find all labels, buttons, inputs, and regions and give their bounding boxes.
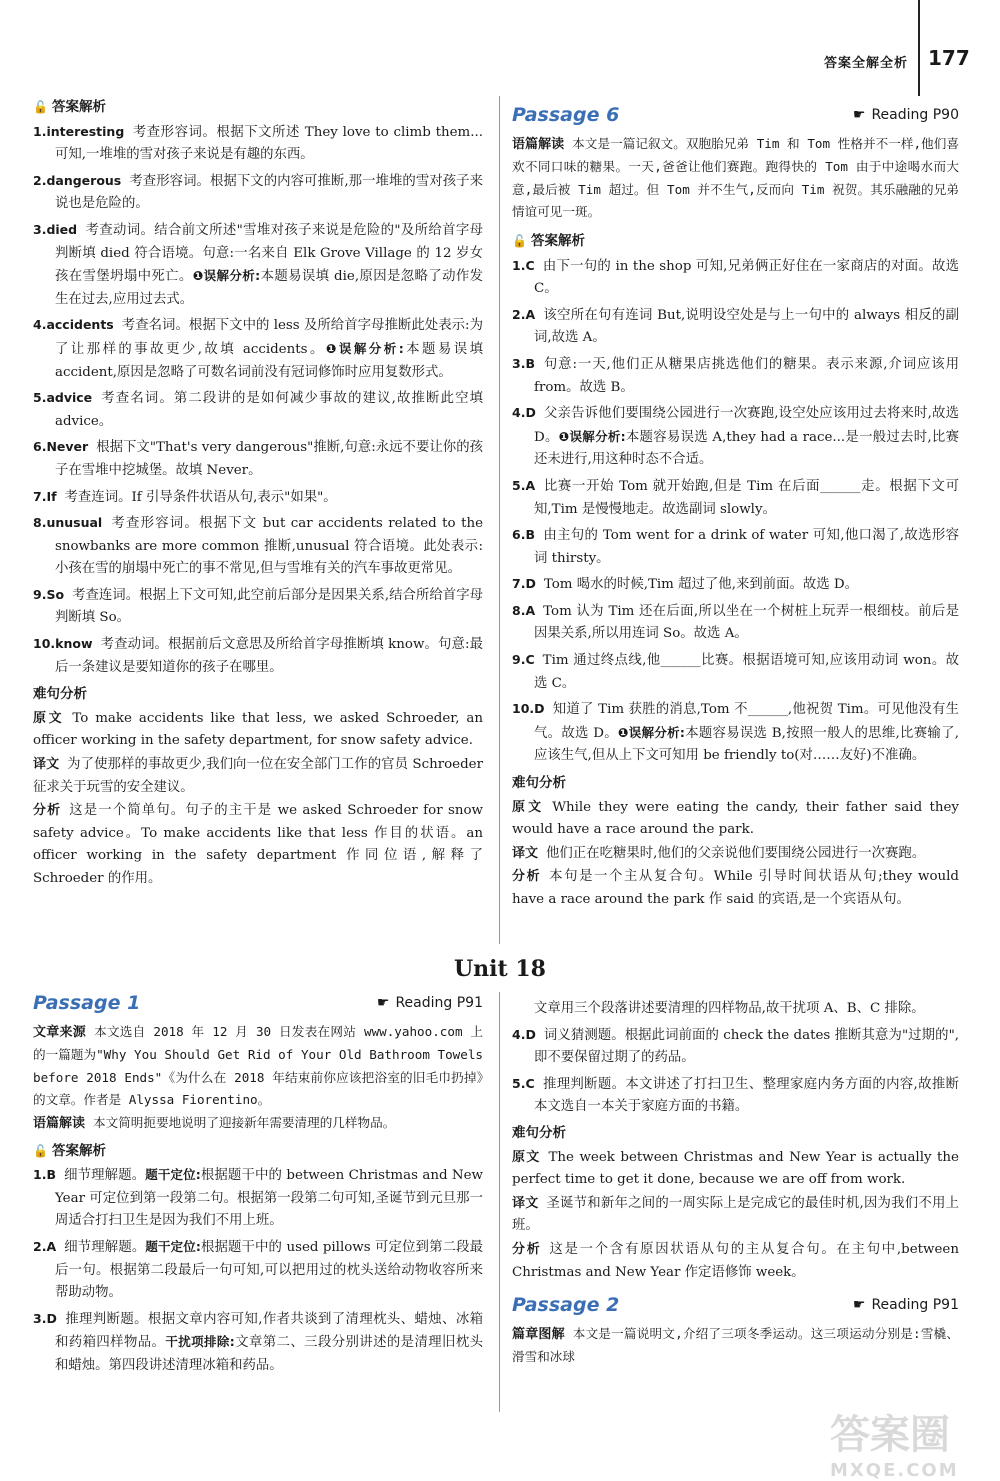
hard-sentence-tag: 分析	[512, 1241, 542, 1257]
error-analysis-label: ❶误解分析:	[192, 268, 261, 284]
answer-key: D	[534, 701, 545, 717]
answer-key: D	[525, 405, 536, 421]
answer-text: 比赛一开始 Tom 就开始跑,但是 Tim 在后面______走。根据下文可知,Tim 是慢慢地走。故选副词 slowly。	[534, 478, 959, 517]
answer-item	[33, 387, 483, 433]
answer-text-more: 本题容易误选 A,they had a race...是一般过去时,比赛还未进行,用这种时态不合适。	[534, 429, 959, 468]
lock-icon: 🔓	[33, 100, 48, 114]
hard-sentence-label: 难句分析	[33, 686, 87, 703]
answer-text: 考查形容词。根据下文所述 They love to climb them...可知,一堆堆的雪对孩子来说是有趣的东西。	[55, 124, 483, 163]
answer-key: accidents	[46, 317, 114, 333]
answer-number: 9.	[33, 586, 47, 602]
hard-sentence-text: While they were eating the candy, their father said they would have a race around the park.	[512, 799, 959, 838]
hard-sentence-tag: 原文	[512, 799, 545, 815]
answer-item	[33, 633, 483, 679]
answer-number: 3.	[512, 355, 526, 371]
answer-text: 考查形容词。根据下文 but car accidents related to the snowbanks are more common 推断,unusual 符合语境。此处表示:小孩在雪的崩塌中死亡的事不常见,但与雪堆有关的汽车事故更常见。	[55, 516, 483, 577]
answer-number: 7.	[512, 576, 526, 592]
answer-number: 6.	[33, 439, 47, 455]
answer-number: 10.	[512, 701, 535, 717]
hard-sentence-row	[512, 866, 959, 911]
unit-title: Unit 18	[454, 956, 546, 982]
hard-sentence-text: 为了使那样的事故更少,我们向一位在安全部门工作的官员 Schroeder 征求关于玩雪的安全建议。	[33, 757, 483, 795]
answer-key: unusual	[46, 515, 103, 531]
answer-text: 该空所在句有连词 But,说明设空处是与上一句中的 always 相反的副词,故选 A。	[534, 307, 959, 346]
answer-subhead: 题干定位:	[145, 1167, 201, 1183]
passage-heading	[33, 992, 483, 1015]
error-analysis-label: ❶误解分析:	[325, 340, 404, 356]
answer-key: B	[525, 355, 535, 371]
answer-item	[512, 600, 959, 646]
answer-text-more: 本题易误填 accident,原因是忽略了可数名词前没有冠词修饰时应用复数形式。	[55, 341, 483, 380]
hard-sentence-row	[512, 797, 959, 842]
answer-text-more: 根据题干中的 used pillows 可定位到第二段最后一句。根据第二段最后一句可知,可以把用过的枕头送给动物收容所来帮助动物。	[55, 1239, 484, 1301]
passage-intro: 篇章图解 本文是一篇说明文,介绍了三项冬季运动。这三项运动分别是:雪橇、滑雪和冰球	[512, 1325, 959, 1365]
hard-sentence-row	[512, 1193, 959, 1238]
answer-key: C	[525, 1075, 535, 1091]
answer-key: D	[525, 1026, 536, 1042]
answer-number: 4.	[33, 317, 47, 333]
hard-sentence-text: To make accidents like that less, we asked Schroeder, an officer working in the safety department, for snow safety advice.	[33, 710, 483, 749]
answer-key: B	[525, 527, 535, 543]
answer-key: dangerous	[46, 172, 122, 188]
header-rule	[918, 0, 920, 96]
hard-sentence-tag: 原文	[33, 710, 65, 726]
article-source: 文章来源 本文选自 2018 年 12 月 30 日发表在网站 www.yahoo.com 上的一篇题为"Why You Should Get Rid of Your Old Bathroom Towels before 2018 Ends"《为什么在 2018 年结束前你应该把浴室的旧毛巾扔掉》的文章。作者是 Alyssa Fiorentino。	[33, 1023, 483, 1108]
answer-number: 8.	[33, 515, 47, 531]
answer-text: 推理判断题。根据文章内容可知,作者共谈到了清理枕头、蜡烛、冰箱和药箱四样物品。	[55, 1311, 483, 1351]
hard-sentence-text: 本句是一个主从复合句。While 引导时间状语从句;they would have a race around the park 作 said 的宾语,是一个宾语从句。	[512, 869, 959, 907]
answer-text: Tom 喝水的时候,Tim 超过了他,来到前面。故选 D。	[543, 577, 859, 593]
answer-list	[512, 1024, 959, 1119]
answer-text: 词义猜测题。根据此词前面的 check the dates 推断其意为"过期的",即不要保留过期了的药品。	[534, 1027, 959, 1066]
answer-item	[512, 255, 959, 301]
answer-key: died	[46, 221, 78, 237]
page-number: 177	[928, 46, 970, 70]
answer-text: Tim 通过终点线,他______比赛。根据语境可知,应该用动词 won。故选 C。	[534, 653, 959, 691]
passage-title: Passage 6	[512, 104, 620, 126]
answer-number: 4.	[512, 1026, 526, 1042]
watermark-logo: 答案圈 MXQE.COM	[830, 1412, 959, 1481]
column-divider-bottom	[499, 992, 500, 1412]
answer-item	[33, 1236, 483, 1305]
answer-item	[33, 1164, 483, 1233]
answer-number: 2.	[33, 1238, 47, 1254]
page-header	[0, 0, 1000, 100]
answer-item	[512, 402, 959, 472]
answer-text-more: 文章第二、三段分别讲述的是清理旧枕头和蜡烛。第四段讲述清理冰箱和药品。	[55, 1335, 484, 1373]
answer-text: 考查名词。第二段讲的是如何减少事故的建议,故推断此空填 advice。	[55, 391, 483, 429]
answers-label: 🔓 答案解析	[33, 96, 483, 119]
answer-key: C	[525, 652, 535, 668]
answer-item	[33, 486, 483, 510]
answer-number: 3.	[33, 221, 47, 237]
answer-number: 6.	[512, 527, 526, 543]
hard-sentence-text: 这是一个含有原因状语从句的主从复合句。在主句中,between Christmas and New Year 作定语修饰 week。	[512, 1241, 959, 1280]
answer-subhead: 干扰项排除:	[165, 1334, 235, 1350]
passage-heading	[512, 104, 959, 127]
hard-sentence-text: The week between Christmas and New Year is actually the perfect time to get it done, because we are off from work.	[512, 1149, 959, 1188]
column-divider-top	[499, 96, 500, 944]
hard-sentence-list	[512, 797, 959, 912]
passage-intro: 语篇解读 本文是一篇记叙文。双胞胎兄弟 Tim 和 Tom 性格并不一样,他们喜欢不同口味的糖果。一天,爸爸让他们赛跑。跑得快的 Tom 由于中途喝水而大意,最后被 Tim 超过。但 Tom 并不生气,反而向 Tim 祝贺。其乐融融的兄弟情谊可见一斑。	[512, 135, 959, 220]
answer-text: 父亲告诉他们要围绕公园进行一次赛跑,设空处应该用过去将来时,故选 D。	[534, 406, 959, 445]
hard-sentence-tag: 分析	[512, 869, 542, 885]
answer-text-more: 本题容易误选 B,按照一般人的思维,比赛输了,应该生气,但从上下文可知用 be friendly to(对……友好)不准确。	[534, 725, 959, 764]
left-column-bottom	[33, 992, 483, 1381]
answer-key: A	[46, 1238, 57, 1254]
section-title: 答案全解全析	[823, 56, 908, 71]
reading-ref: ☛ Reading P91	[376, 995, 483, 1011]
hard-sentence-row	[33, 754, 483, 799]
left-column-top	[33, 96, 483, 892]
hard-sentence-tag: 原文	[512, 1149, 541, 1165]
answer-item	[512, 1073, 959, 1119]
answer-text: 考查动词。根据前后文意思及所给首字母推断填 know。句意:最后一条建议是要知道你的孩子在哪里。	[55, 637, 483, 675]
answer-text: 考查动词。结合前文所述"雪堆对孩子来说是危险的"及所给首字母判断填 died 符合语境。句意:一名来自 Elk Grove Village 的 12 岁女孩在雪堡坍塌中死亡。	[55, 222, 483, 285]
reading-ref: ☛ Reading P91	[852, 1297, 959, 1314]
reading-ref: ☛ Reading P90	[852, 107, 959, 123]
hard-sentence-label: 难句分析	[512, 1124, 566, 1141]
pointing-hand-icon: ☛	[852, 1297, 866, 1314]
hard-sentence-text: 圣诞节和新年之间的一周实际上是完成它的最佳时机,因为我们不用上班。	[512, 1195, 959, 1234]
answer-key: Never	[46, 439, 89, 455]
answers-label: 🔓 答案解析	[33, 1140, 483, 1163]
answer-subhead: 题干定位:	[145, 1238, 201, 1254]
answer-number: 3.	[33, 1310, 47, 1326]
answer-number: 10.	[33, 636, 56, 652]
answer-number: 5.	[512, 1075, 526, 1091]
answer-item	[512, 353, 959, 399]
hard-sentence-label: 难句分析	[512, 775, 566, 792]
answer-text: Tom 认为 Tim 还在后面,所以坐在一个树桩上玩弄一根细枝。前后是因果关系,所以用连词 So。故选 A。	[534, 603, 959, 642]
answer-key: A	[525, 306, 536, 322]
answer-item	[33, 1308, 483, 1378]
answer-key: If	[46, 488, 57, 504]
answer-item	[33, 512, 483, 581]
lock-icon: 🔓	[33, 1143, 48, 1158]
hard-sentence-list	[33, 708, 483, 891]
answer-number: 1.	[33, 1167, 47, 1183]
answer-text: 细节理解题。	[64, 1239, 146, 1255]
answer-text: 由主句的 Tom went for a drink of water 可知,他口渴了,故选形容词 thirsty。	[534, 528, 959, 566]
answer-item	[33, 314, 483, 384]
right-column-top	[512, 104, 959, 913]
answer-item	[33, 170, 483, 216]
lock-icon: 🔓	[512, 233, 527, 248]
answer-key: D	[525, 576, 536, 592]
answer-number: 2.	[512, 306, 526, 322]
answer-key: So	[46, 586, 65, 602]
answer-number: 1.	[33, 123, 47, 139]
answer-list	[33, 1164, 483, 1377]
answer-item	[33, 121, 483, 167]
error-analysis-label: ❶误解分析:	[617, 724, 685, 740]
answer-item	[512, 475, 959, 521]
pointing-hand-icon: ☛	[852, 107, 866, 123]
passage-intro: 语篇解读 本文简明扼要地说明了迎接新年需要清理的几样物品。	[33, 1114, 396, 1131]
answer-text: 考查连词。If 引导条件状语从句,表示"如果"。	[64, 489, 337, 505]
answer-item	[33, 584, 483, 630]
pointing-hand-icon: ☛	[376, 995, 390, 1011]
answer-key: know	[55, 636, 93, 652]
hard-sentence-text: 这是一个简单句。句子的主干是 we asked Schroeder for snow safety advice。To make accidents like that less 作目的状语。an officer working in the safety department 作同位语,解释了 Schroeder 的作用。	[33, 803, 483, 886]
passage-title: Passage 1	[33, 992, 141, 1014]
answer-item	[512, 698, 959, 768]
answer-key: A	[525, 477, 536, 493]
answer-number: 9.	[512, 652, 526, 668]
answers-label: 🔓 答案解析	[512, 230, 959, 253]
answer-number: 2.	[33, 172, 47, 188]
passage-heading	[512, 1294, 959, 1317]
hard-sentence-text: 他们正在吃糖果时,他们的父亲说他们要围绕公园进行一次赛跑。	[546, 845, 926, 861]
hard-sentence-tag: 译文	[512, 1195, 539, 1211]
answer-text: 考查连词。根据上下文可知,此空前后部分是因果关系,结合所给首字母判断填 So。	[55, 587, 483, 626]
answer-number: 4.	[512, 405, 526, 421]
answer-item	[512, 524, 959, 570]
answer-key: advice	[46, 390, 93, 406]
answer-key: interesting	[46, 123, 125, 139]
hard-sentence-row	[33, 800, 483, 890]
answer-key: D	[46, 1310, 57, 1326]
answer-list	[512, 255, 959, 768]
answer-text-more: 根据题干中的 between Christmas and New Year 可定位到第一段第二句。根据第一段第二句可知,圣诞节到元旦那一周适合打扫卫生是因为我们不用上班。	[55, 1168, 484, 1229]
answer-item	[33, 436, 483, 482]
answer-number: 1.	[512, 257, 526, 273]
answer-text: 考查名词。根据下文中的 less 及所给首字母推断此处表示:为了让那样的事故更少,故填 accidents。	[55, 318, 483, 357]
answer-key: B	[46, 1167, 56, 1183]
answer-number: 5.	[33, 390, 47, 406]
answer-text: 推理判断题。本文讲述了打扫卫生、整理家庭内务方面的内容,故推断本文选自一本关于家庭方面的书籍。	[534, 1076, 959, 1115]
hard-sentence-tag: 译文	[512, 845, 539, 861]
answer-continuation: 文章用三个段落讲述要清理的四样物品,故干扰项 A、B、C 排除。	[534, 1001, 925, 1016]
hard-sentence-row	[512, 843, 959, 866]
answer-number: 8.	[512, 602, 526, 618]
error-analysis-label: ❶误解分析:	[558, 428, 626, 444]
right-column-bottom	[512, 998, 959, 1369]
answer-text: 考查形容词。根据下文的内容可推断,那一堆堆的雪对孩子来说也是危险的。	[55, 173, 483, 212]
passage-title: Passage 2	[512, 1294, 620, 1317]
hard-sentence-tag: 译文	[33, 757, 60, 773]
answer-text: 句意:一天,他们正从糖果店挑选他们的糖果。表示来源,介词应该用 from。故选 B。	[534, 356, 959, 395]
answer-key: C	[525, 257, 535, 273]
answer-text-more: 本题易误填 die,原因是忽略了动作发生在过去,应用过去式。	[55, 269, 484, 307]
answer-number: 7.	[33, 488, 47, 504]
answer-text: 根据下文"That's very dangerous"推断,句意:永远不要让你的孩子在雪堆中挖城堡。故填 Never。	[55, 440, 483, 478]
answer-list	[33, 121, 483, 680]
answer-item	[33, 219, 483, 311]
answer-item	[512, 304, 959, 350]
hard-sentence-row	[33, 708, 483, 753]
answer-key: A	[525, 602, 536, 618]
answer-item	[512, 1024, 959, 1070]
answer-text: 知道了 Tim 获胜的消息,Tom 不______,他祝贺 Tim。可见他没有生气。故选 D。	[534, 702, 959, 741]
hard-sentence-tag: 分析	[33, 803, 62, 819]
answer-number: 5.	[512, 477, 526, 493]
hard-sentence-list	[512, 1147, 959, 1285]
answer-text: 细节理解题。	[63, 1168, 146, 1184]
hard-sentence-row	[512, 1147, 959, 1192]
hard-sentence-row	[512, 1239, 959, 1284]
answer-text: 由下一句的 in the shop 可知,兄弟俩正好住在一家商店的对面。故选 C。	[534, 258, 959, 297]
answer-item	[512, 649, 959, 695]
answer-item	[512, 573, 959, 597]
